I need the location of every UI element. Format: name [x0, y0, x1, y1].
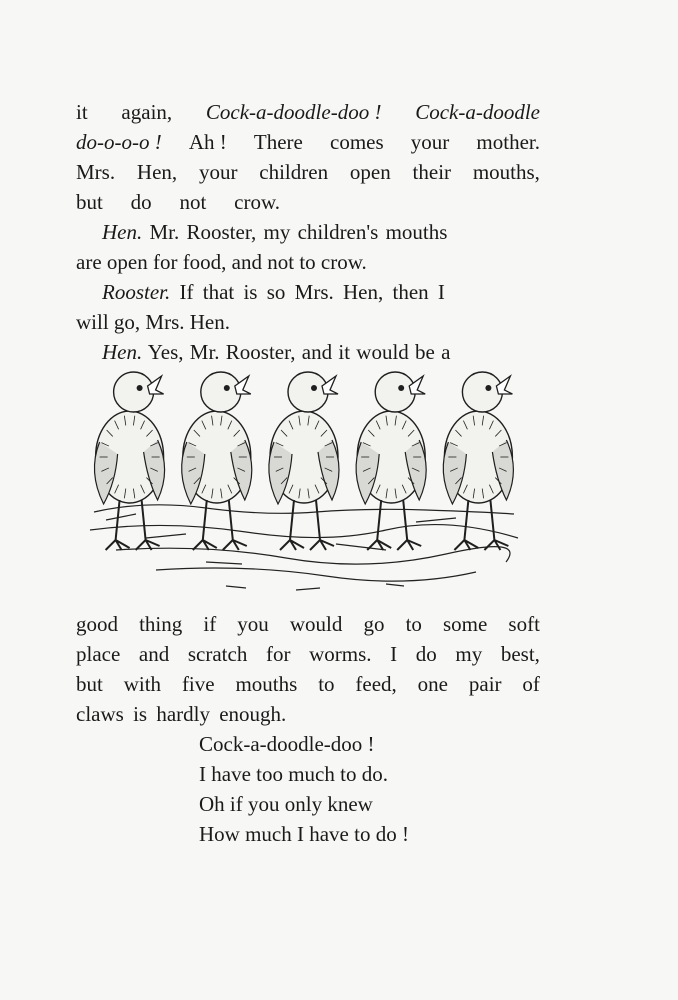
- word: your: [198, 160, 238, 184]
- text-line-8: [76, 307, 540, 337]
- word: scratch: [187, 642, 248, 666]
- word: to: [318, 672, 335, 696]
- word: if: [203, 612, 217, 636]
- text-line-7: [76, 277, 540, 307]
- word: mother.: [476, 130, 540, 154]
- text-line-13: [76, 699, 540, 729]
- chick: [356, 372, 426, 550]
- word: would: [289, 612, 343, 636]
- word: place: [76, 642, 121, 666]
- word: five: [181, 672, 215, 696]
- speaker-label: Hen.: [102, 340, 143, 364]
- text-line-11: [76, 639, 540, 669]
- word: good: [76, 612, 118, 636]
- word: do-o-o-o !: [76, 130, 162, 154]
- text-line-4: [76, 187, 280, 217]
- word: pair: [468, 672, 502, 696]
- word: for: [265, 642, 291, 666]
- verse-line-4: How much I have to do !: [199, 822, 409, 846]
- chicks-illustration: [86, 362, 522, 598]
- verse-line-2: I have too much to do.: [199, 762, 388, 786]
- word: you: [237, 612, 269, 636]
- word: soft: [508, 612, 540, 636]
- word: crow.: [234, 190, 280, 214]
- word: Cock-a-doodle-doo !: [205, 100, 382, 124]
- text-line-2: [76, 127, 540, 157]
- speaker-label: Rooster.: [102, 280, 171, 304]
- word: to: [405, 612, 422, 636]
- word: your: [410, 130, 450, 154]
- word: mouths,: [472, 160, 540, 184]
- word: open: [349, 160, 391, 184]
- chick: [269, 372, 339, 550]
- word: with: [123, 672, 162, 696]
- text-block-bottom: [76, 609, 540, 729]
- word: comes: [330, 130, 384, 154]
- word: but: [76, 190, 103, 214]
- chick: [443, 372, 513, 550]
- word: some: [443, 612, 488, 636]
- word: not: [179, 190, 207, 214]
- dialogue-text: Yes, Mr. Rooster, and it would be a: [147, 340, 451, 364]
- word: my: [455, 642, 483, 666]
- text-block-top: [76, 97, 540, 367]
- word: and: [138, 642, 170, 666]
- word: Cock-a-doodle: [415, 100, 540, 124]
- word: children: [259, 160, 329, 184]
- word: I: [390, 642, 398, 666]
- word: their: [412, 160, 452, 184]
- verse-line-3: Oh if you only knew: [199, 792, 373, 816]
- body-text: claws is hardly enough.: [76, 702, 287, 726]
- dialogue-text: will go, Mrs. Hen.: [76, 310, 230, 334]
- word: of: [522, 672, 540, 696]
- dialogue-text: are open for food, and not to crow.: [76, 250, 367, 274]
- word: do: [130, 190, 152, 214]
- word: Mrs.: [76, 160, 116, 184]
- text-line-12: [76, 669, 540, 699]
- word: it: [76, 100, 88, 124]
- speaker-label: Hen.: [102, 220, 143, 244]
- chick: [182, 372, 252, 550]
- chick: [94, 372, 164, 550]
- word: one: [417, 672, 448, 696]
- text-line-6: [76, 247, 540, 277]
- verse: [199, 729, 409, 849]
- word: There: [253, 130, 303, 154]
- word: Ah !: [188, 130, 227, 154]
- word: feed,: [355, 672, 397, 696]
- word: again,: [121, 100, 173, 124]
- dialogue-text: If that is so Mrs. Hen, then I: [179, 280, 445, 304]
- text-line-1: [76, 97, 540, 127]
- dialogue-text: Mr. Rooster, my children's mouths: [149, 220, 448, 244]
- text-line-10: [76, 609, 540, 639]
- word: worms.: [309, 642, 372, 666]
- word: best,: [500, 642, 540, 666]
- word: but: [76, 672, 103, 696]
- word: do: [415, 642, 437, 666]
- word: thing: [139, 612, 183, 636]
- text-line-5: [76, 217, 540, 247]
- word: go: [363, 612, 385, 636]
- word: mouths: [235, 672, 298, 696]
- verse-line-1: Cock-a-doodle-doo !: [199, 732, 375, 756]
- word: Hen,: [136, 160, 178, 184]
- text-line-3: [76, 157, 540, 187]
